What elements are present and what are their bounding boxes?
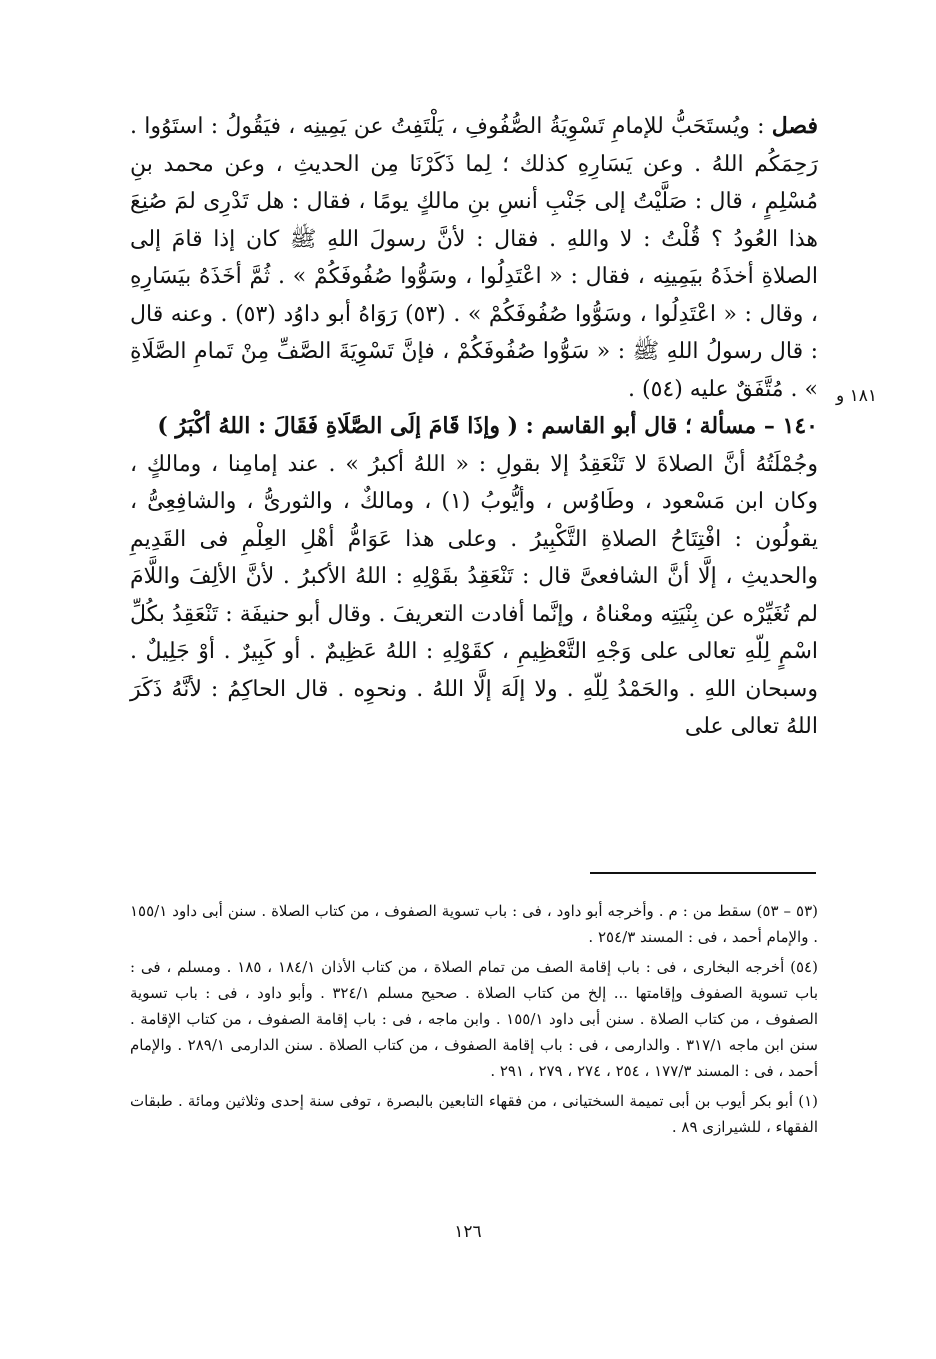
page-number: ١٢٦ bbox=[454, 1222, 482, 1242]
footnotes bbox=[130, 898, 818, 1144]
section-140 bbox=[130, 408, 818, 446]
footnote-separator bbox=[590, 872, 816, 874]
fasl-label: فصل bbox=[771, 113, 818, 139]
margin-reference: ١٨١ و bbox=[836, 386, 878, 406]
fasl-text: : ويُستَحَبُّ للإمامِ تَسْوِيَةُ الصُّفُوفِ ، يَلْتَفِتُ عن يَمِينِه ، فيَقُولُ : استَوُوا . رَحِمَكُم اللهُ . وعن يَسَارِهِ كذلك ؛ لِما ذَكَرْنَا مِن الحديثِ ، وعن محمد بنِ مُسْلِمٍ ، قال : صَلَّيْتُ إلى جَنْبِ أنسِ بنِ مالكٍ يومًا ، فقال : هل تَدْرِى لمَ صُنِعَ هذا العُودُ ؟ قُلْتُ : لا واللهِ . فقال : لأنَّ رسولَ اللهِ ﷺ كان إذا قامَ إلى الصلاةِ أخذَهُ بيَمِينِه ، فقال : « اعْتَدِلُوا ، وسَوُّوا صُفُوفَكُمْ » . ثُمَّ أخَذَهُ بيَسَارِهِ ، وقال : « اعْتَدِلُوا ، وسَوُّوا صُفُوفَكُمْ » . (٥٣) رَوَاهُ أبو داوُد (٥٣) . وعنه قال : قال رسولُ اللهِ ﷺ : « سَوُّوا صُفُوفَكُمْ ، فإنَّ تَسْوِيَةَ الصَّفِّ مِنْ تَمامِ الصَّلَاةِ » . مُتَّفَقٌ عليه (٥٤) . bbox=[130, 114, 818, 402]
footnote-53: (٥٣ – ٥٣) سقط من : م . وأخرجه أبو داود ، فى : باب تسوية الصفوف ، من كتاب الصلاة . سنن أبى داود ١٥٥/١ . والإمام أحمد ، فى : المسند ٢٥٤/٣ . bbox=[130, 902, 818, 946]
footnote-1: (١) أبو بكر أيوب بن أبى تميمة السختيانى ، من فقهاء التابعين بالبصرة ، توفى سنة إحدى وثلاثين ومائة . طبقات الفقهاء ، للشيرازى ٨٩ . bbox=[130, 1092, 818, 1136]
section-140-text bbox=[130, 446, 818, 746]
paragraph-fasl bbox=[130, 108, 818, 408]
section-body: وجُمْلَتُهُ أنَّ الصلاةَ لا تَنْعَقِدُ إلا بقولِ : « اللهُ أكبرُ » . عند إمامِنا ، ومالكٍ ، وكان ابن مَسْعود ، وطَاوُس ، وأيُّوبُ (١) ، ومالكٌ ، والثورىُّ ، والشافِعِىُّ ، يقولُون : افْتِتَاحُ الصلاةِ التَّكْبِيرُ . وعلى هذا عَوَامُّ أهْلِ العِلْمِ فى القَدِيمِ والحديثِ ، إلَّا أنَّ الشافعىَّ قال : تَنْعَقِدُ بقَوْلِهِ : اللهُ الأكبرُ . لأنَّ الألِفَ واللَّامَ لم تُغَيِّرْه عن بِنْيَتِه ومعْناهُ ، وإنَّما أفادت التعريفَ . وقال أبو حنيفَة : تَنْعَقِدُ بكُلِّ اسْمٍ لِلّهِ تعالى على وَجْهِ التَّعْظِيمِ ، كقَوْلِهِ : اللهُ عَظِيمٌ . أو كَبِيرٌ . أوْ جَلِيلٌ . وسبحان اللهِ . والحَمْدُ لِلّهِ . ولا إلَهَ إلَّا اللهُ . ونحوِه . قال الحاكِمُ : لأنَّهُ ذَكَرَ اللهُ تعالى على bbox=[130, 451, 818, 739]
footnote-54: (٥٤) أخرجه البخارى ، فى : باب إقامة الصف من تمام الصلاة ، من كتاب الأذان ١٨٤/١ ، ١٨٥ . ومسلم ، فى : باب تسوية الصفوف وإقامتها ... إلخ من كتاب الصلاة . صحيح مسلم ٣٢٤/١ . وأبو داود ، فى : باب تسوية الصفوف ، من كتاب الصلاة . سنن أبى داود ١٥٥/١ . وابن ماجه ، فى : باب إقامة الصفوف ، من كتاب الإقامة . سنن ابن ماجه ٣١٧/١ . والدارمى ، فى : باب إقامة الصفوف ، من كتاب الصلاة . سنن الدارمى ٢٨٩/١ . والإمام أحمد ، فى : المسند ١٧٧/٣ ، ٢٥٤ ، ٢٧٤ ، ٢٧٩ ، ٢٩١ . bbox=[130, 958, 818, 1080]
section-heading: ١٤٠ – مسألة ؛ قال أبو القاسم : ( وإذَا قَامَ إلَى الصَّلَاةِ فَقَالَ : اللهُ أكْبَرُ ) bbox=[157, 413, 818, 439]
main-text bbox=[130, 108, 818, 746]
